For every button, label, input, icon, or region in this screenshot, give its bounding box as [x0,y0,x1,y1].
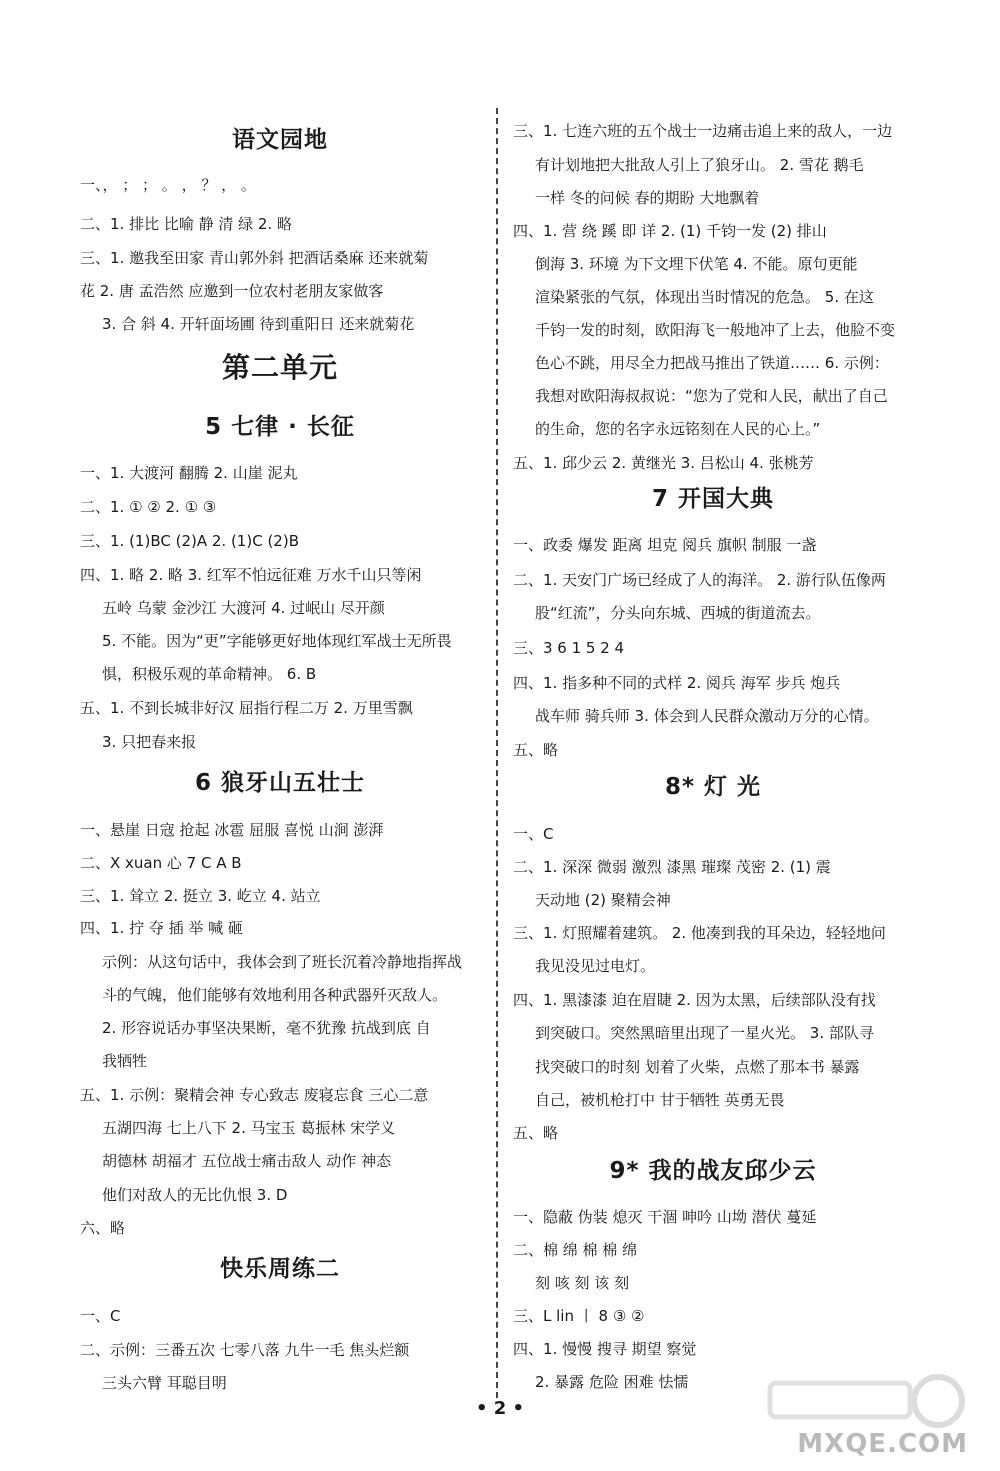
answer-line: 六、略 [80,1219,126,1237]
answer-line: 我见没见过电灯。 [535,957,656,975]
answer-line: 倒海 3. 环境 为下文埋下伏笔 4. 不能。原句更能 [535,255,858,273]
section-heading: 5 七律 · 长征 [205,414,355,440]
answer-line: 三头六臂 耳聪目明 [102,1374,227,1392]
answer-line: 5. 不能。因为“更”字能够更好地体现红军战士无所畏 [102,632,452,650]
answer-line: 有计划地把大批敌人引上了狼牙山。 2. 雪花 鹅毛 [535,156,864,174]
section-heading: 8* 灯 光 [664,774,762,800]
answer-line: 我想对欧阳海叔叔说：“您为了党和人民，献出了自己 [535,387,888,405]
answer-line: 天动地 (2) 聚精会神 [535,891,671,909]
answer-line: 四、1. 略 2. 略 3. 红军不怕远征难 万水千山只等闲 [80,566,422,584]
answer-line: 花 2. 唐 孟浩然 应邀到一位农村老朋友家做客 [80,282,384,300]
answer-line: 股“红流”，分头向东城、西城的街道流去。 [535,604,821,622]
section-heading: 快乐周练二 [220,1256,340,1282]
answer-line: 二、示例：三番五次 七零八落 九牛一毛 焦头烂额 [80,1341,410,1359]
answer-line: 四、1. 拧 夺 插 举 喊 砸 [80,919,243,937]
answer-line: 五岭 乌蒙 金沙江 大渡河 4. 过岷山 尽开颜 [102,599,385,617]
answer-line: 三、3 6 1 5 2 4 [513,639,625,657]
answer-line: 自己，被机枪打中 甘于牺牲 英勇无畏 [535,1091,785,1109]
answer-line: 一、政委 爆发 距离 坦克 阅兵 旗帜 制服 一盏 [513,536,817,554]
answer-line: 一、隐蔽 伪装 熄灭 干涸 呻吟 山坳 潜伏 蔓延 [513,1208,817,1226]
answer-line: 惧，积极乐观的革命精神。 6. B [102,665,317,683]
column-divider [496,108,498,1398]
answer-line: 一、， ； ； 。 ， ？ ， 。 [80,176,256,194]
answer-line: 2. 形容说话办事坚决果断，毫不犹豫 抗战到底 自 [102,1019,431,1037]
answer-line: 三、1. 邀我至田家 青山郭外斜 把酒话桑麻 还来就菊 [80,249,429,267]
answer-line: 三、1. (1)BC (2)A 2. (1)C (2)B [80,532,299,550]
answer-line: 五、略 [513,1124,559,1142]
answer-line: 五、1. 邱少云 2. 黄继光 3. 吕松山 4. 张桃芳 [513,454,814,472]
answer-line: 到突破口。突然黑暗里出现了一星火光。 3. 部队寻 [535,1024,874,1042]
answer-line: 二、1. 排比 比喻 静 清 绿 2. 略 [80,215,293,233]
answer-line: 二、X xuan 心 7 C A B [80,854,242,872]
answer-line: 斗的气魄，他们能够有效地利用各种武器歼灭敌人。 [102,986,448,1004]
answer-line: 示例：从这句话中，我体会到了班长沉着冷静地指挥战 [102,953,463,971]
section-heading: 语文园地 [232,127,328,153]
section-heading: 7 开国大典 [651,486,774,512]
answer-line: 三、L lin 丨 8 ③ ② [513,1307,645,1325]
answer-line: 四、1. 慢慢 搜寻 期望 察觉 [513,1340,697,1358]
answer-line: 他们对敌人的无比仇恨 3. D [102,1186,288,1204]
answer-line: 刻 咳 刻 该 刻 [535,1274,630,1292]
answer-line: 的生命，您的名字永远铭刻在人民的心上。” [535,420,821,438]
answer-line: 色心不跳，用尽全力把战马推出了铁道…… 6. 示例： [535,354,889,372]
section-heading: 第二单元 [221,351,338,384]
answer-line: 3. 合 斜 4. 开轩面场圃 待到重阳日 还来就菊花 [102,315,415,333]
watermark-text: MXQE.COM [797,1429,968,1459]
answer-line: 三、1. 灯照耀着建筑。 2. 他凑到我的耳朵边，轻轻地问 [513,924,886,942]
answer-line: 四、1. 指多种不同的式样 2. 阅兵 海军 步兵 炮兵 [513,674,841,692]
answer-line: 一、悬崖 日寇 抢起 冰雹 屈服 喜悦 山涧 澎湃 [80,821,384,839]
answer-line: 2. 暴露 危险 困难 怯懦 [535,1373,689,1391]
answer-line: 五、1. 示例：聚精会神 专心致志 废寝忘食 三心二意 [80,1086,429,1104]
answer-line: 千钧一发的时刻，欧阳海飞一般地冲了上去，他脸不变 [535,321,896,339]
answer-line: 我牺牲 [102,1052,148,1070]
section-heading: 9* 我的战友邱少云 [609,1158,817,1184]
answer-line: 二、1. 深深 微弱 激烈 漆黑 璀璨 茂密 2. (1) 震 [513,858,831,876]
section-heading: 6 狼牙山五壮士 [194,770,365,796]
answer-line: 二、1. 天安门广场已经成了人的海洋。 2. 游行队伍像两 [513,571,886,589]
answer-line: 一样 冬的问候 春的期盼 大地飘着 [535,189,760,207]
answer-line: 三、1. 七连六班的五个战士一边痛击追上来的敌人，一边 [513,122,893,140]
page-number: • 2 • [475,1398,525,1419]
answer-line: 四、1. 黑漆漆 迫在眉睫 2. 因为太黑，后续部队没有找 [513,991,876,1009]
answer-line: 四、1. 营 绕 蹊 即 详 2. (1) 千钧一发 (2) 排山 [513,222,827,240]
answer-line: 二、棉 绵 棉 棉 绵 [513,1241,638,1259]
answer-line: 一、1. 大渡河 翻腾 2. 山崖 泥丸 [80,464,298,482]
answer-line: 二、1. ① ② 2. ① ③ [80,498,217,516]
answer-line: 三、1. 耸立 2. 挺立 3. 屹立 4. 站立 [80,887,321,905]
answer-line: 五、1. 不到长城非好汉 屈指行程二万 2. 万里雪飘 [80,699,413,717]
answer-line: 找突破口的时刻 划着了火柴，点燃了那本书 暴露 [535,1058,860,1076]
answer-line: 一、C [513,825,554,843]
answer-line: 胡德林 胡福才 五位战士痛击敌人 动作 神态 [102,1152,392,1170]
answer-line: 3. 只把春来报 [102,733,197,751]
answer-line: 渲染紧张的气氛，体现出当时情况的危急。 5. 在这 [535,288,874,306]
answer-line: 战车师 骑兵师 3. 体会到人民群众激动万分的心情。 [535,707,879,725]
answer-line: 五湖四海 七上八下 2. 马宝玉 葛振林 宋学义 [102,1119,396,1137]
answer-line: 一、C [80,1307,121,1325]
answer-line: 五、略 [513,741,559,759]
